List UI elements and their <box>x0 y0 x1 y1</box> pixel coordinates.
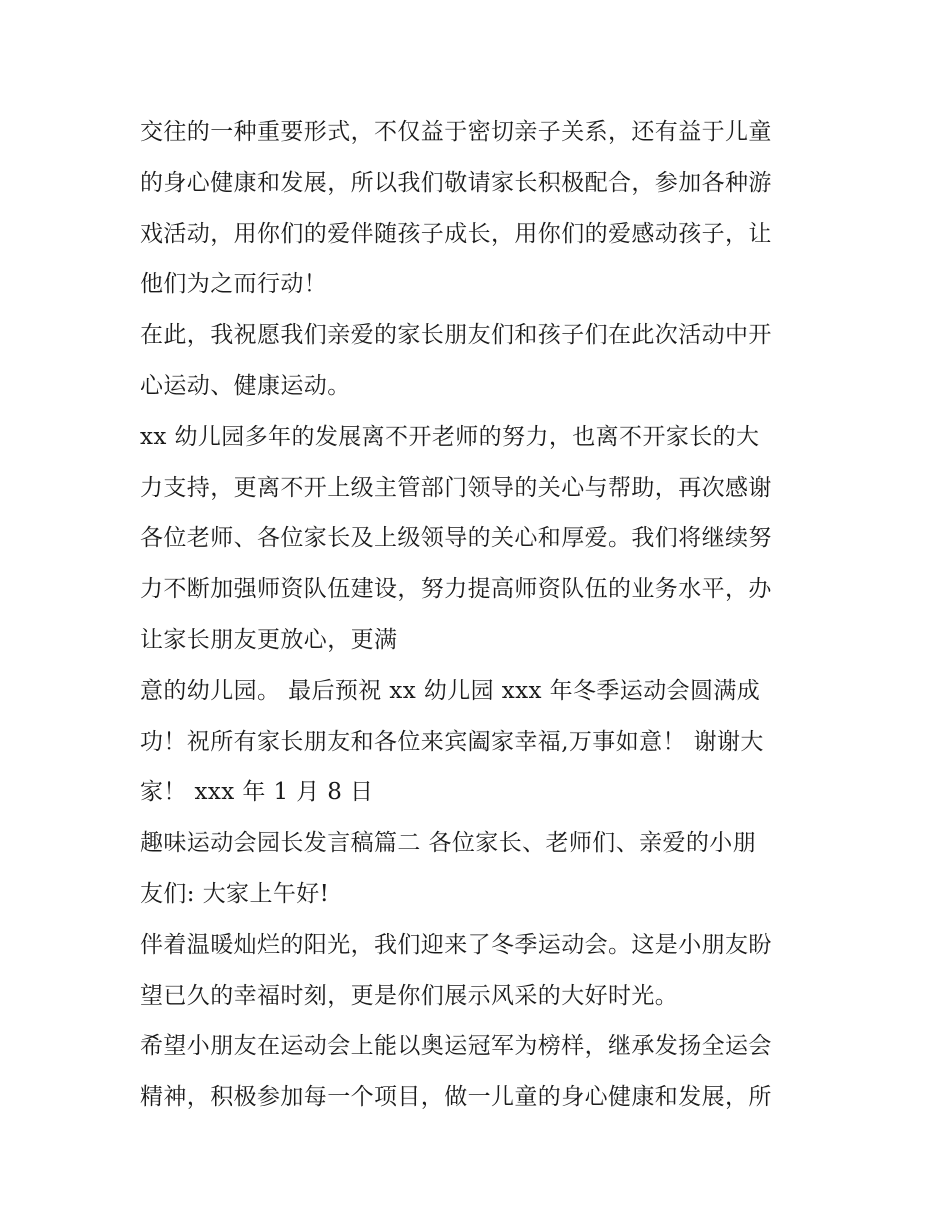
text-line-8: 力支持，更离不开上级主管部门领导的关心与帮助，再次感谢 <box>140 474 772 501</box>
text-line-2: 的身心健康和发展，所以我们敬请家长积极配合，参加各种游 <box>140 169 772 196</box>
text-line-10: 力不断加强师资队伍建设，努力提高师资队伍的业务水平，办 <box>140 576 772 603</box>
text-line-1: 交往的一种重要形式，不仅益于密切亲子关系，还有益于儿童 <box>140 119 772 145</box>
text-line-16: 友们: 大家上午好! <box>140 880 330 907</box>
text-line-14: 家！ xxx 年 1 月 8 日 <box>140 779 374 806</box>
text-line-3: 戏活动，用你们的爱伴随孩子成长，用你们的爱感动孩子，让 <box>140 220 772 247</box>
text-line-18: 望已久的幸福时刻，更是你们展示风采的大好时光。 <box>140 982 679 1009</box>
text-line-12: 意的幼儿园。 最后预祝 xx 幼儿园 xxx 年冬季运动会圆满成 <box>140 677 761 704</box>
text-line-20: 精神，积极参加每一个项目，做一儿童的身心健康和发展，所 <box>140 1084 772 1111</box>
text-line-7: xx 幼儿园多年的发展离不开老师的努力，也离不开家长的大 <box>140 423 760 450</box>
text-line-6: 心运动、健康运动。 <box>140 372 351 399</box>
text-line-11: 让家长朋友更放心，更满 <box>140 626 398 653</box>
text-line-17: 伴着温暖灿烂的阳光，我们迎来了冬季运动会。这是小朋友盼 <box>140 931 772 958</box>
text-line-15: 趣味运动会园长发言稿篇二 各位家长、老师们、亲爱的小朋 <box>140 830 757 857</box>
text-line-5: 在此，我祝愿我们亲爱的家长朋友们和孩子们在此次活动中开 <box>140 322 772 349</box>
text-line-4: 他们为之而行动！ <box>140 271 328 298</box>
body-text <box>140 107 820 1123</box>
text-line-13: 功！祝所有家长朋友和各位来宾阖家幸福,万事如意！ 谢谢大 <box>140 728 764 755</box>
text-line-9: 各位老师、各位家长及上级领导的关心和厚爱。我们将继续努 <box>140 525 772 552</box>
text-line-19: 希望小朋友在运动会上能以奥运冠军为榜样，继承发扬全运会 <box>140 1033 772 1060</box>
